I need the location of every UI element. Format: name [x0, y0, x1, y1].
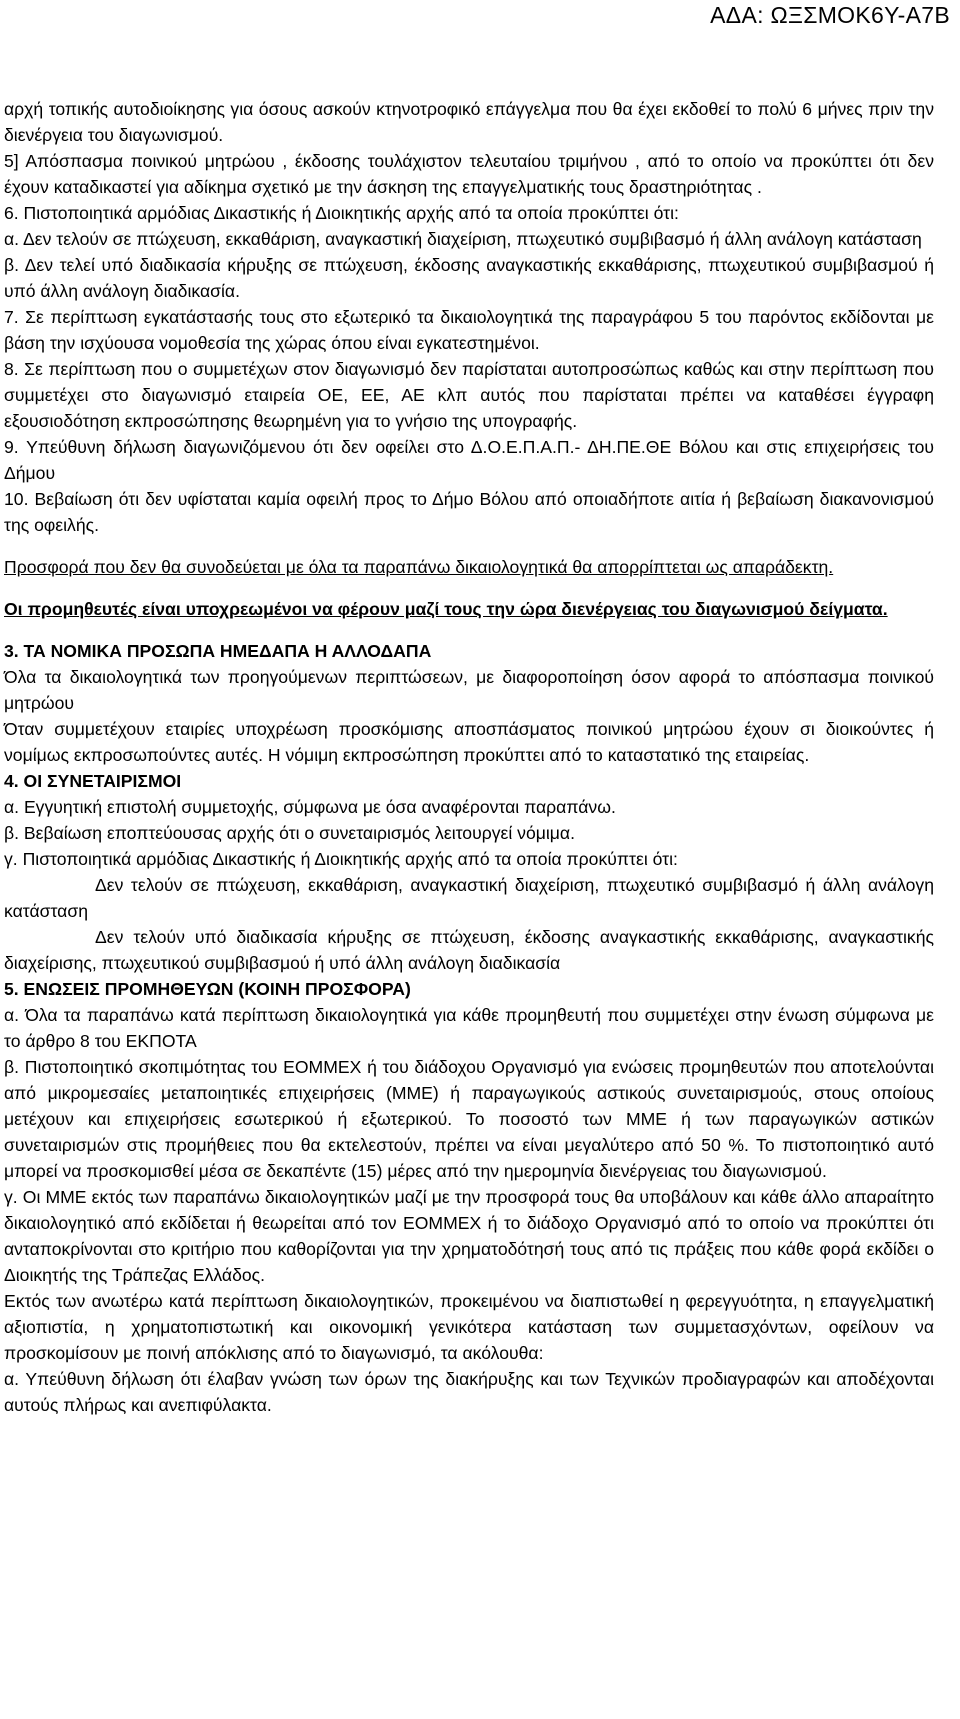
paragraph: γ. Πιστοποιητικά αρμόδιας Δικαστικής ή Διοικητικής αρχής από τα οποία προκύπτει ότι:: [4, 849, 678, 869]
paragraph: α. Όλα τα παραπάνω κατά περίπτωση δικαιολογητικά για κάθε προμηθευτή που συμμετέχει στην ένωση σύμφωνα με το άρθρο 8 του ΕΚΠΟΤΑ: [4, 1005, 934, 1051]
paragraph: Εκτός των ανωτέρω κατά περίπτωση δικαιολογητικών, προκειμένου να διαπιστωθεί η φερεγγυότητα, η επαγγελματική αξιοπιστία, η χρηματοπιστωτική και οικονομική γενικότερα κατάσταση των συμμετασχόντων, οφείλουν να προσκομίσουν με ποινή απόκλισης από το διαγωνισμό, τα ακόλουθα:: [4, 1291, 934, 1363]
paragraph: 6. Πιστοποιητικά αρμόδιας Δικαστικής ή Διοικητικής αρχής από τα οποία προκύπτει ότι:: [4, 203, 679, 223]
paragraph: β. Βεβαίωση εποπτεύουσας αρχής ότι ο συνεταιρισμός λειτουργεί νόμιμα.: [4, 823, 575, 843]
paragraph: γ. Οι ΜΜΕ εκτός των παραπάνω δικαιολογητικών μαζί με την προσφορά τους θα υποβάλουν και κάθε άλλο απαραίτητο δικαιολογητικό από εκδίδεται ή θεωρείται από τον ΕΟΜΜΕΧ ή το διάδοχο Οργανισμό από το οποίο να προκύπτει ότι ανταποκρίνονται στο κριτήριο που καθορίζονται για την χρηματοδότησή τους από τις πράξεις που κάθε φορά εκδίδει ο Διοικητής της Τράπεζας Ελλάδος.: [4, 1187, 934, 1285]
samples-notice: Οι προμηθευτές είναι υποχρεωμένοι να φέρουν μαζί τους την ώρα διενέργειας του διαγωνισμού δείγματα.: [4, 599, 888, 619]
rejection-notice: Προσφορά που δεν θα συνοδεύεται με όλα τα παραπάνω δικαιολογητικά θα απορρίπτεται ως απαράδεκτη.: [4, 557, 834, 577]
paragraph: 8. Σε περίπτωση που ο συμμετέχων στον διαγωνισμό δεν παρίσταται αυτοπροσώπως καθώς και στην περίπτωση που συμμετέχει στο διαγωνισμό εταιρεία ΟΕ, ΕΕ, ΑΕ κλπ αυτός που παρίσταται πρέπει να καταθέσει έγγραφη εξουσιοδότηση εκπροσώπησης θεωρημένη για το γνήσιο της υπογραφής.: [4, 359, 934, 431]
paragraph: Όταν συμμετέχουν εταιρίες υποχρέωση προσκόμισης αποσπάσματος ποινικού μητρώου έχουν σι διοικούντες ή νομίμως εκπροσωπούντες αυτές. Η νόμιμη εκπροσώπηση προκύπτει από το καταστατικό της εταιρείας.: [4, 719, 934, 765]
ada-code: ΑΔΑ: ΩΞΣΜΟΚ6Υ-Α7Β: [710, 2, 950, 28]
paragraph: 7. Σε περίπτωση εγκατάστασής τους στο εξωτερικό τα δικαιολογητικά της παραγράφου 5 του παρόντος εκδίδονται με βάση την ισχύουσα νομοθεσία της χώρας όπου είναι εγκατεστημένοι.: [4, 307, 934, 353]
paragraph: 5] Απόσπασμα ποινικού μητρώου , έκδοσης τουλάχιστον τελευταίου τριμήνου , από το οποίο να προκύπτει ότι δεν έχουν καταδικαστεί για αδίκημα σχετικό με την άσκηση της επαγγελματικής τους δραστηριότητας .: [4, 151, 934, 197]
section-heading: 3. ΤΑ ΝΟΜΙΚΑ ΠΡΟΣΩΠΑ ΗΜΕΔΑΠΑ Η ΑΛΛΟΔΑΠΑ: [4, 641, 432, 661]
paragraph: α. Υπεύθυνη δήλωση ότι έλαβαν γνώση των όρων της διακήρυξης και των Τεχνικών προδιαγραφών και αποδέχονται αυτούς πλήρως και ανεπιφύλακτα.: [4, 1369, 934, 1415]
document-body: [4, 96, 934, 1418]
paragraph: β. Δεν τελεί υπό διαδικασία κήρυξης σε πτώχευση, έκδοσης αναγκαστικής εκκαθάρισης, πτωχευτικού συμβιβασμού ή υπό άλλη ανάλογη διαδικασία.: [4, 255, 934, 301]
paragraph: αρχή τοπικής αυτοδιοίκησης για όσους ασκούν κτηνοτροφικό επάγγελμα που θα έχει εκδοθεί το πολύ 6 μήνες πριν την διενέργεια του διαγωνισμού.: [4, 99, 934, 145]
paragraph: α. Εγγυητική επιστολή συμμετοχής, σύμφωνα με όσα αναφέρονται παραπάνω.: [4, 797, 616, 817]
paragraph: 9. Υπεύθυνη δήλωση διαγωνιζόμενου ότι δεν οφείλει στο Δ.Ο.Ε.Π.Α.Π.- ΔΗ.ΠΕ.ΘΕ Βόλου και στις επιχειρήσεις του Δήμου: [4, 437, 934, 483]
section-heading: 5. ΕΝΩΣΕΙΣ ΠΡΟΜΗΘΕΥΩΝ (ΚΟΙΝΗ ΠΡΟΣΦΟΡΑ): [4, 979, 411, 999]
paragraph: Δεν τελούν σε πτώχευση, εκκαθάριση, αναγκαστική διαχείριση, πτωχευτικό συμβιβασμό ή άλλη ανάλογη κατάσταση: [4, 875, 934, 921]
paragraph: α. Δεν τελούν σε πτώχευση, εκκαθάριση, αναγκαστική διαχείριση, πτωχευτικό συμβιβασμό ή άλλη ανάλογη κατάσταση: [4, 229, 922, 249]
paragraph: 10. Βεβαίωση ότι δεν υφίσταται καμία οφειλή προς το Δήμο Βόλου από οποιαδήποτε αιτία ή βεβαίωση διακανονισμού της οφειλής.: [4, 489, 934, 535]
paragraph: Δεν τελούν υπό διαδικασία κήρυξης σε πτώχευση, έκδοσης αναγκαστικής εκκαθάρισης, αναγκαστικής διαχείρισης, πτωχευτικού συμβιβασμού ή υπό άλλη ανάλογη διαδικασία: [4, 927, 934, 973]
paragraph: β. Πιστοποιητικό σκοπιμότητας του ΕΟΜΜΕΧ ή του διάδοχου Οργανισμό για ενώσεις προμηθευτών που αποτελούνται από μικρομεσαίες μεταποιητικές επιχειρήσεις (ΜΜΕ) ή παραγωγικούς αστικούς συνεταιρισμούς, στους οποίους μετέχουν και επιχειρήσεις εσωτερικού ή εξωτερικού. Το ποσοστό των ΜΜΕ ή των παραγωγικών αστικών συνεταιρισμών στις προμήθειες που θα εκτελεστούν, πρέπει να είναι μεγαλύτερο από 50 %. Το πιστοποιητικό αυτό μπορεί να προσκομισθεί μέσα σε δεκαπέντε (15) μέρες από την ημερομηνία διενέργειας του διαγωνισμού.: [4, 1057, 934, 1181]
section-heading: 4. ΟΙ ΣΥΝΕΤΑΙΡΙΣΜΟΙ: [4, 771, 182, 791]
paragraph: Όλα τα δικαιολογητικά των προηγούμενων περιπτώσεων, με διαφοροποίηση όσον αφορά το απόσπασμα ποινικού μητρώου: [4, 667, 934, 713]
